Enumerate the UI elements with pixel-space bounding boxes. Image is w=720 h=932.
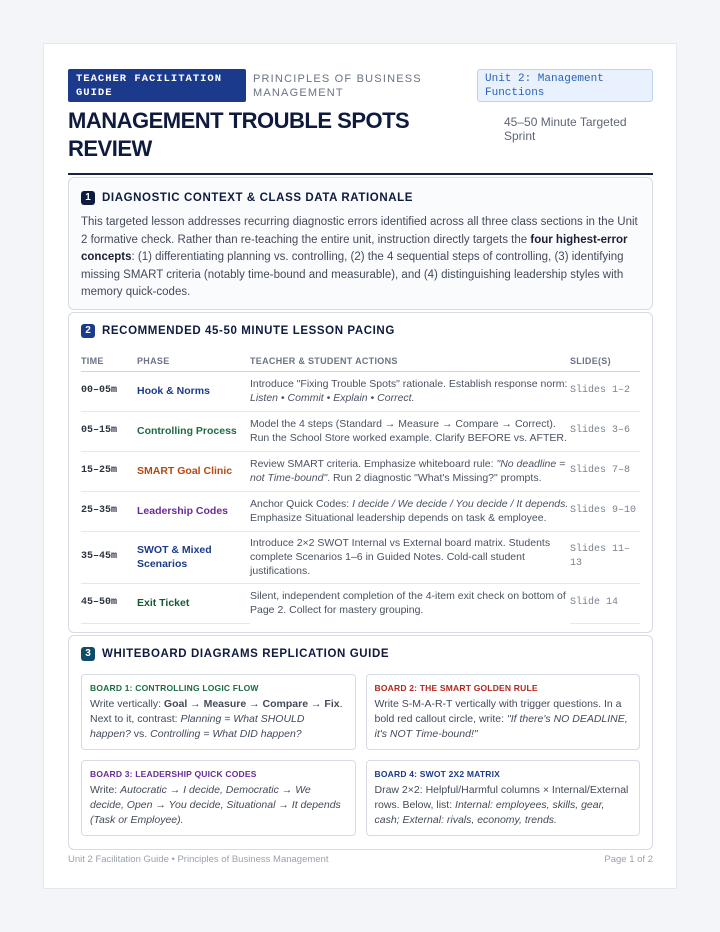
board-card-2	[366, 674, 641, 750]
section-number-badge: 3	[81, 647, 95, 661]
section-title: WHITEBOARD DIAGRAMS REPLICATION GUIDE	[102, 648, 390, 660]
action-italic: "No deadline = not Time-bound"	[250, 458, 566, 484]
page-number: Page 1 of 2	[604, 854, 653, 865]
rationale-text-cont: : (1) differentiating planning vs. controlling, (2) the 4 sequential steps of controlling, (3) identifying missing SMART criteria (notably time-bound and measurable), and (4) distinguishing leadership styles with memory quick-codes.	[81, 251, 624, 298]
column-header-phase: PHASE	[137, 351, 250, 371]
rationale-paragraph	[81, 214, 640, 302]
section-title: RECOMMENDED 45-50 MINUTE LESSON PACING	[102, 325, 395, 337]
guide-tag: TEACHER FACILITATION GUIDE	[68, 69, 246, 102]
rationale-bold: four highest-error concepts	[81, 233, 628, 263]
actions-cell	[250, 371, 570, 411]
actions-cell	[250, 451, 570, 491]
slides-cell: Slides 11–13	[570, 531, 640, 583]
pacing-table	[81, 351, 640, 624]
time-cell: 45–50m	[81, 583, 137, 623]
table-row	[81, 583, 640, 623]
unit-tag: Unit 2: Management Functions	[477, 69, 653, 102]
actions-cell: Introduce 2×2 SWOT Internal vs External board matrix. Students complete Scenarios 1–6 in Guided Notes. Cold-call student justifications.	[250, 531, 570, 583]
action-text-cont: . Run 2 diagnostic "What's Missing?" prompts.	[327, 472, 542, 484]
time-cell: 25–35m	[81, 491, 137, 531]
column-header-time: TIME	[81, 351, 137, 371]
board-body	[375, 783, 632, 828]
board-body	[375, 697, 632, 742]
column-header-actions: TEACHER & STUDENT ACTIONS	[250, 351, 570, 371]
phase-cell: Controlling Process	[137, 411, 250, 451]
table-row	[81, 411, 640, 451]
arrow-icon: →	[246, 698, 263, 710]
board-card-1	[81, 674, 356, 750]
board-bold: Goal	[163, 698, 188, 710]
board-bold: Fix	[324, 698, 340, 710]
time-cell: 05–15m	[81, 411, 137, 451]
slides-cell: Slides 9–10	[570, 491, 640, 531]
board-grid	[81, 674, 640, 836]
board-italic: "If there's NO DEADLINE, it's NOT Time-bound!"	[374, 713, 628, 740]
board-body	[90, 697, 347, 742]
phase-cell: Leadership Codes	[137, 491, 250, 531]
arrow-icon: →	[308, 698, 325, 710]
arrow-icon: →	[187, 698, 204, 710]
section-diagnostic-context	[68, 177, 653, 310]
section-header	[81, 323, 640, 339]
slides-cell: Slides 1–2	[570, 371, 640, 411]
page-footer	[68, 854, 653, 865]
board-italic: Controlling = What DID happen?	[150, 728, 302, 740]
action-text: Anchor Quick Codes:	[250, 498, 353, 510]
phase-cell: Hook & Norms	[137, 371, 250, 411]
title-row	[68, 107, 653, 163]
board-bold: Compare	[262, 698, 309, 710]
column-header-slides: SLIDE(S)	[570, 351, 640, 371]
section-header	[81, 190, 640, 206]
action-text: Introduce "Fixing Trouble Spots" rationale. Establish response norm:	[250, 378, 568, 390]
action-text: Review SMART criteria. Emphasize whiteboard rule:	[250, 458, 497, 470]
board-italic: Internal: employees, skills, gear, cash; External: rivals, economy, trends.	[374, 799, 605, 826]
slides-cell: Slide 14	[570, 583, 640, 623]
board-text: Write vertically:	[90, 698, 164, 710]
actions-cell	[250, 491, 570, 531]
rationale-text: This targeted lesson addresses recurring diagnostic errors identified across all three class sections in the Unit 2 formative check. Rather than re-teaching the entire unit, instruction directly targets the	[81, 216, 638, 246]
document-page	[43, 43, 677, 889]
board-italic: Planning = What SHOULD happen?	[90, 713, 305, 740]
section-number-badge: 2	[81, 324, 95, 338]
board-text: Draw 2×2: Helpful/Harmful columns × Internal/External rows. Below, list:	[374, 784, 629, 811]
action-italic: Listen • Commit • Explain • Correct.	[250, 392, 415, 404]
time-cell: 00–05m	[81, 371, 137, 411]
phase-cell: Exit Ticket	[137, 583, 250, 623]
table-header-row	[81, 351, 640, 371]
board-italic: Autocratic → I decide, Democratic → We decide, Open → You decide, Situational → It depends (Task or Employee).	[90, 784, 341, 826]
title-divider	[68, 173, 653, 175]
slides-cell: Slides 3–6	[570, 411, 640, 451]
footer-left: Unit 2 Facilitation Guide • Principles of Business Management	[68, 854, 329, 865]
board-body	[90, 783, 347, 828]
actions-cell: Model the 4 steps (Standard → Measure → Compare → Correct). Run the School Store worked example. Clarify BEFORE vs. AFTER.	[250, 411, 570, 451]
board-text: vs.	[130, 728, 151, 740]
board-title: BOARD 1: CONTROLLING LOGIC FLOW	[90, 683, 259, 693]
page-content	[68, 69, 653, 850]
action-text-cont: Emphasize Situational leadership depends on task & employee.	[250, 512, 547, 524]
board-title: BOARD 2: THE SMART GOLDEN RULE	[374, 683, 538, 693]
action-italic: I decide / We decide / You decide / It depends.	[352, 498, 569, 510]
actions-cell: Silent, independent completion of the 4-item exit check on bottom of Page 2. Collect for mastery grouping.	[250, 590, 566, 617]
board-text: Write:	[90, 784, 121, 796]
section-whiteboard-guide	[68, 635, 653, 850]
section-title: DIAGNOSTIC CONTEXT & CLASS DATA RATIONALE	[102, 192, 414, 204]
section-lesson-pacing	[68, 312, 653, 633]
board-text: . Next to it, contrast:	[90, 698, 343, 725]
phase-cell: SWOT & Mixed Scenarios	[137, 531, 250, 583]
board-card-4	[366, 760, 641, 836]
board-card-3	[81, 760, 356, 836]
phase-cell: SMART Goal Clinic	[137, 451, 250, 491]
table-row	[81, 371, 640, 411]
page-title: MANAGEMENT TROUBLE SPOTS REVIEW	[68, 108, 410, 161]
board-text: Write S-M-A-R-T vertically with trigger questions. In a bold red callout circle, write:	[374, 698, 622, 725]
table-row	[81, 531, 640, 583]
section-number-badge: 1	[81, 191, 95, 205]
section-header	[81, 646, 640, 662]
time-cell: 15–25m	[81, 451, 137, 491]
board-title: BOARD 4: SWOT 2X2 MATRIX	[374, 769, 501, 779]
table-row	[81, 491, 640, 531]
duration-label: 45–50 Minute Targeted Sprint	[504, 115, 627, 143]
board-bold: Measure	[203, 698, 247, 710]
subject-label: PRINCIPLES OF BUSINESS MANAGEMENT	[253, 73, 422, 99]
table-row	[81, 451, 640, 491]
time-cell: 35–45m	[81, 531, 137, 583]
board-title: BOARD 3: LEADERSHIP QUICK CODES	[90, 769, 257, 779]
header-row	[68, 69, 653, 102]
slides-cell: Slides 7–8	[570, 451, 640, 491]
